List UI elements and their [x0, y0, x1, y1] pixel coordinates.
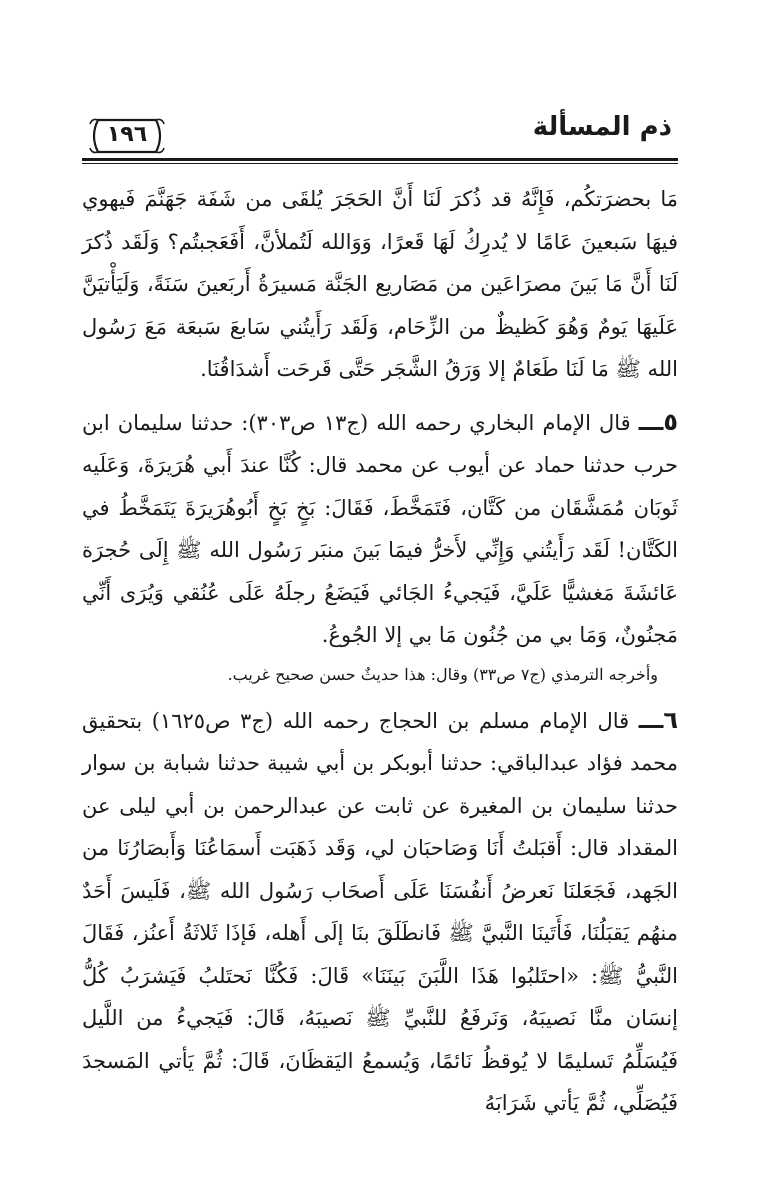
hadith-number: ٦ـــ [638, 705, 678, 734]
source-note: وأخرجه الترمذي (ج٧ ص٣٣) وقال: هذا حديثٌ حسن صحيح غريب. [227, 664, 658, 684]
header-rule-thin [82, 163, 678, 164]
page-number-badge [88, 116, 166, 156]
hadith-number: ٥ـــ [638, 407, 678, 436]
page-header [82, 110, 678, 162]
page-body [82, 178, 678, 1125]
paragraph-text: قال الإمام البخاري رحمه الله (ج١٣ ص٣٠٣): حدثنا سليمان ابن حرب حدثنا حماد عن أيوب عن محمد قال: كُنَّا عندَ أَبي هُرَيرَةَ، وَعَلَيه ثَوبَان مُمَشَّقَان من كَتَّان، فَتَمَخَّطَ، فَقَالَ: بَخٍ بَخٍ أَبُوهُرَيرَةَ يَتَمَخَّطُ في الكَتَّان! لَقَد رَأَيتُني وَإِنِّي لأَخرُّ فيمَا بَينَ منبَر رَسُول الله ﷺ إِلَى حُجرَة عَائشَةَ مَغشيًّا عَلَيَّ، فَيَجيءُ الجَائي فَيَضَعُ رجلَهُ عَلَى عُنُقي وَيُرَى أَنِّي مَجنُونٌ، وَمَا بي من جُنُون مَا بي إلا الجُوعُ. [82, 410, 678, 647]
hadith-5 [82, 401, 678, 657]
paragraph-text: مَا بحضرَتكُم، فَإِنَّهُ قد ذُكرَ لَنَا أَنَّ الحَجَرَ يُلقَى من شَفَة جَهَنَّمَ فَيهوي فيهَا سَبعينَ عَامًا لا يُدرِكُ لَهَا قَعرًا، وَوَالله لَتُملأنَّ، أَفَعَجبتُم؟ وَلَقَد ذُكرَ لَنَا أَنَّ مَا بَينَ مصرَاعَين من مَصَاريع الجَنَّة مَسيرَةُ أَربَعينَ سَنَةً، وَلَيَأْتيَنَّ عَلَيهَا يَومٌ وَهُوَ كَظيظٌ من الزِّحَام، وَلَقَد رَأَيتُني سَابعَ سَبعَة مَعَ رَسُول الله ﷺ مَا لَنَا طَعَامٌ إلا وَرَقُ الشَّجَر حَتَّى قَرحَت أَشدَاقُنَا. [82, 187, 678, 381]
hadith-6 [82, 699, 678, 1125]
paragraph-text: قال الإمام مسلم بن الحجاج رحمه الله (ج٣ ص١٦٢٥) بتحقيق محمد فؤاد عبدالباقي: حدثنا أبوبكر بن أبي شيبة حدثنا شبابة بن سوار حدثنا سليمان بن المغيرة عن ثابت عن عبدالرحمن بن أبي ليلى عن المقداد قال: أَقبَلتُ أَنَا وَصَاحبَان لي، وَقَد ذَهَبَت أَسمَاعُنَا وَأَبصَارُنَا من الجَهد، فَجَعَلنَا نَعرضُ أَنفُسَنَا عَلَى أَصحَاب رَسُول الله ﷺ، فَلَيسَ أَحَدٌ منهُم يَقبَلُنَا، فَأَتَينَا النَّبيَّ ﷺ فَانطَلَقَ بنَا إلَى أَهله، فَإذَا ثَلاثَةُ أَعنُز، فَقَالَ النَّبيُّ ﷺ: «احتَلبُوا هَذَا اللَّبَنَ بَينَنَا» قَالَ: فَكُنَّا نَحتَلبُ فَيَشرَبُ كُلُّ إنسَان منَّا نَصيبَهُ، وَنَرفَعُ للنَّبيِّ ﷺ نَصيبَهُ، قَالَ: فَيَجيءُ من اللَّيل فَيُسَلِّمُ تَسليمًا لا يُوقظُ نَائمًا، وَيُسمعُ اليَقظَانَ، قَالَ: ثُمَّ يَأتي المَسجدَ فَيُصَلِّي، ثُمَّ يَأتي شَرَابَهُ [82, 708, 678, 1115]
running-title: ذم المسألة [532, 112, 672, 142]
paragraph-continuation [82, 178, 678, 391]
header-rule [82, 158, 678, 161]
page-number: ١٩٦ [106, 122, 148, 147]
